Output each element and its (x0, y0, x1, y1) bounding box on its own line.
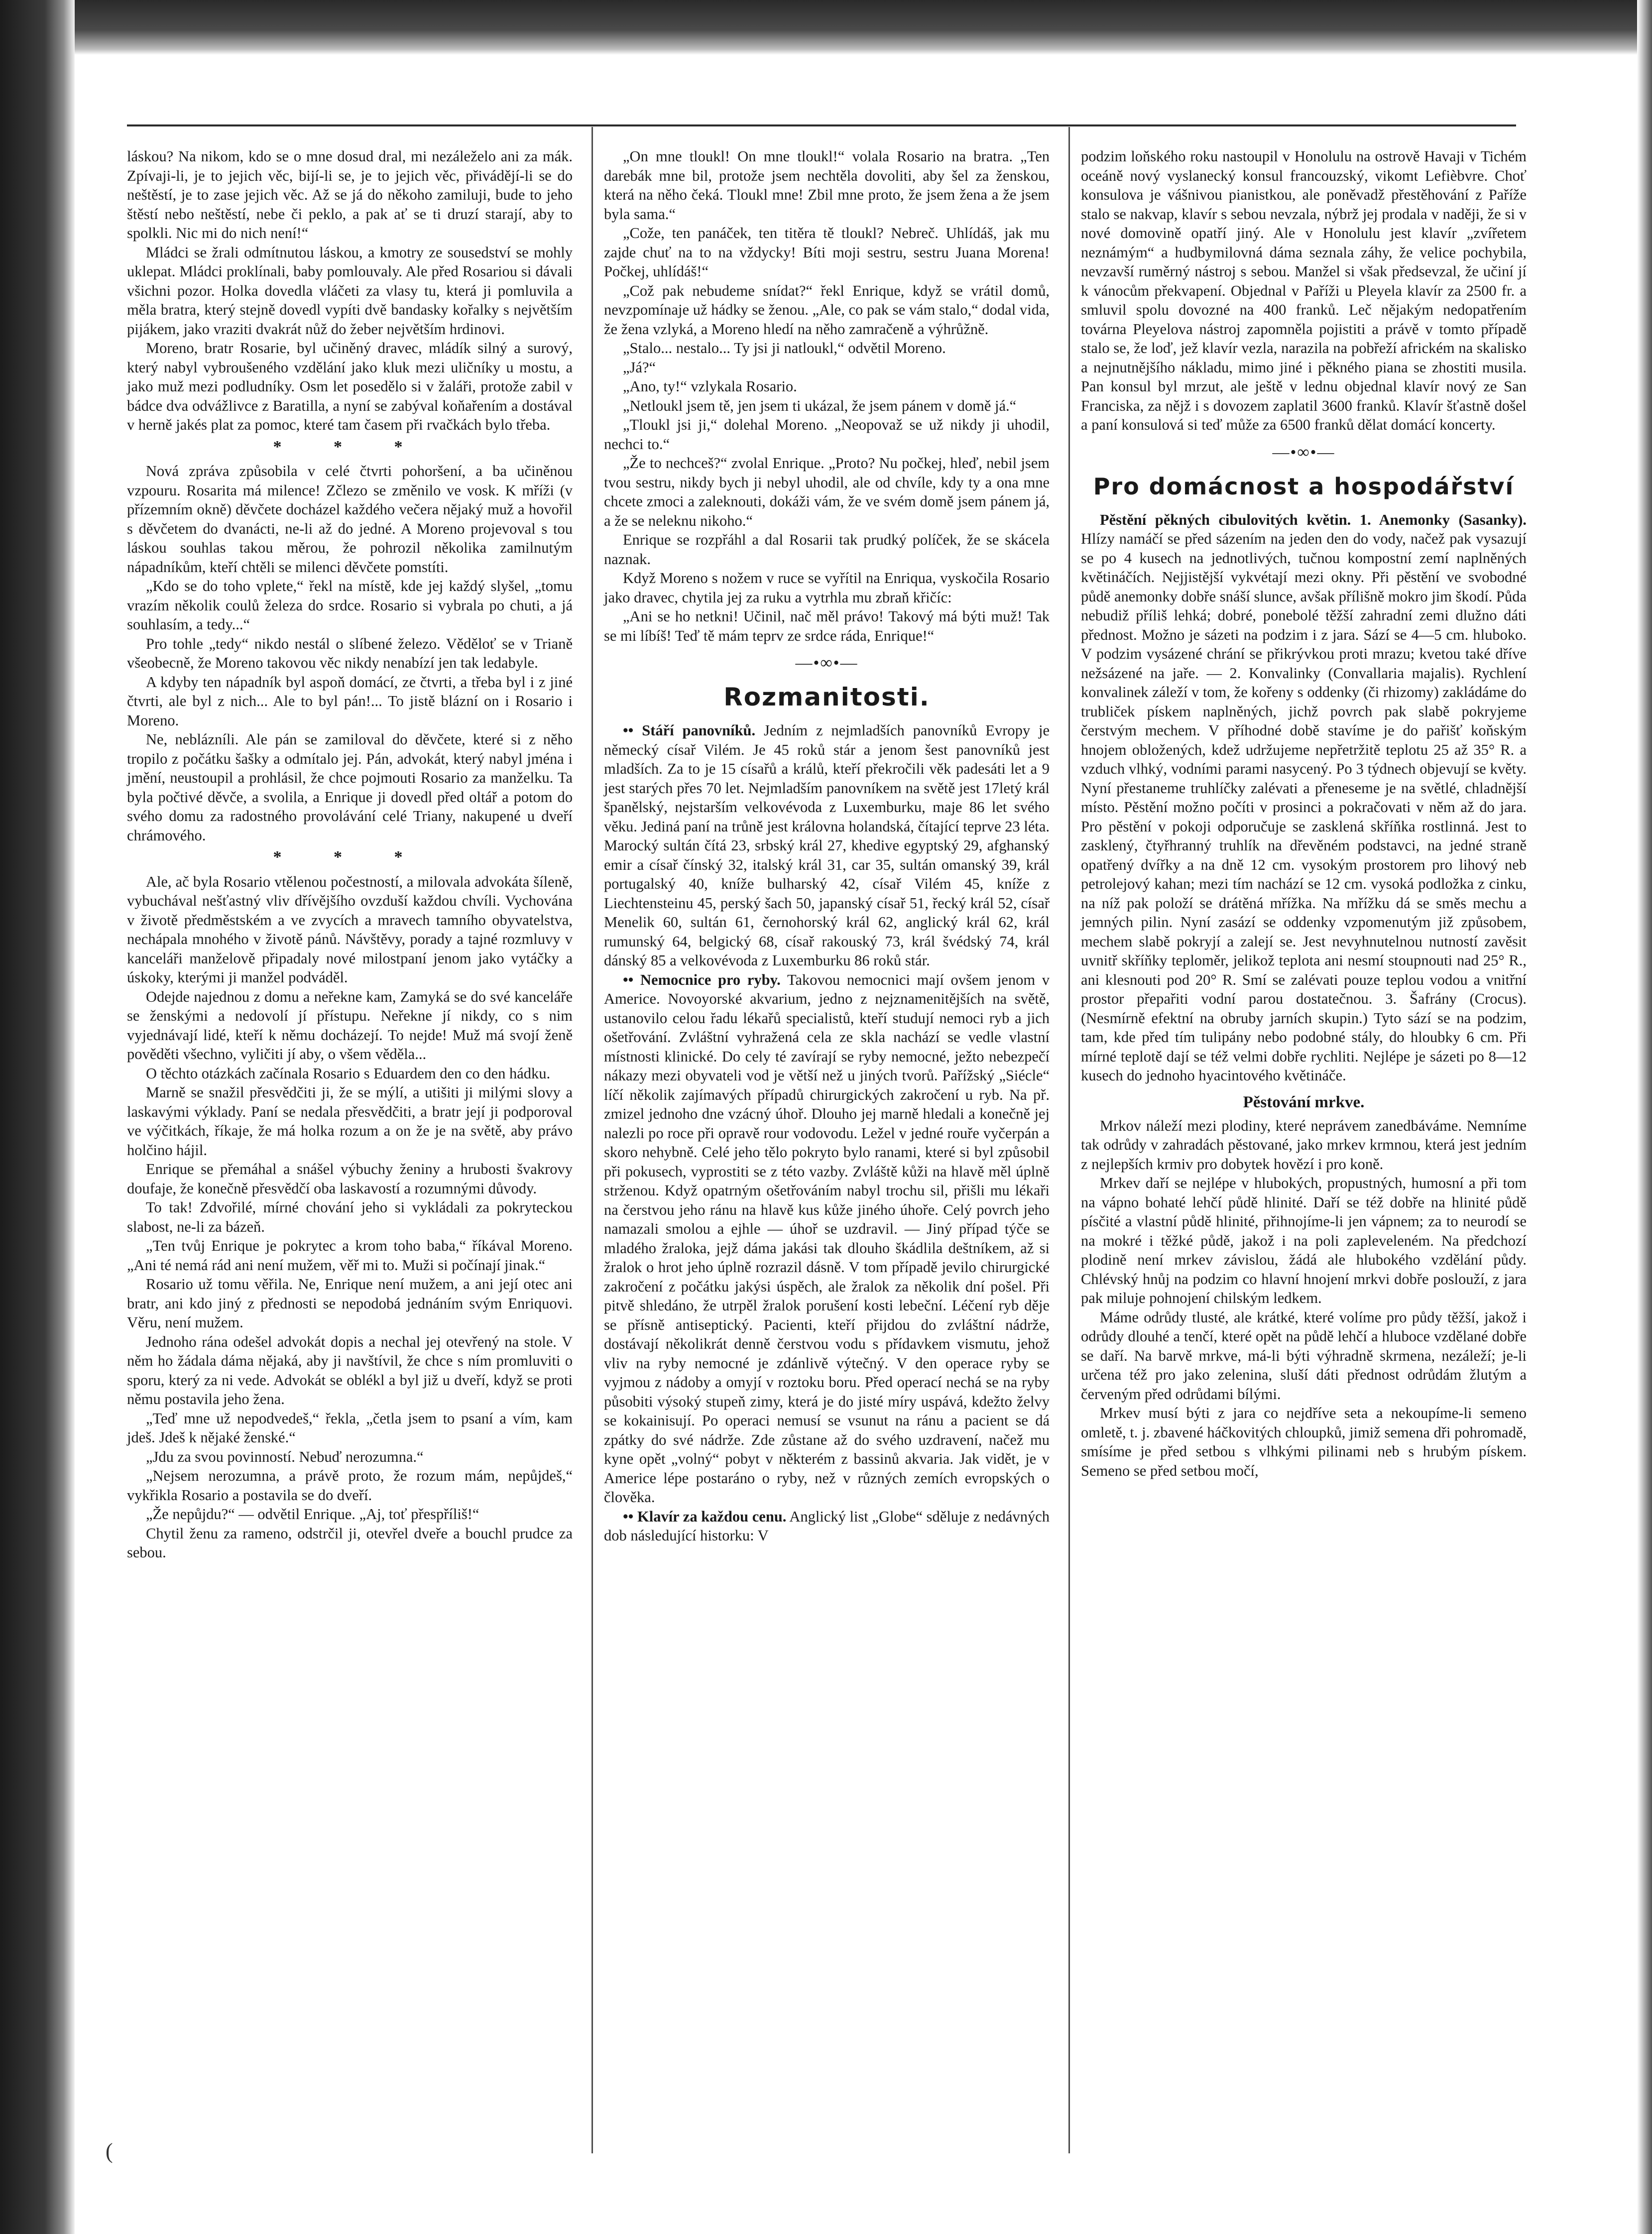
paragraph: Když Moreno s nožem v ruce se vyřítil na Enriqua, vyskočila Rosario jako dravec, chytila jej za ruku a vytrhla mu zbraň křičíc: (604, 570, 1050, 606)
paragraph: „On mne tloukl! On mne tloukl!“ volala Rosario na bratra. „Ten darebák mne bil, protože jsem nechtěla dovoliti, aby šel za ženskou, která na něho čeká. Tloukl mne! Zbil mne proto, že jsem žena a že jsem byla sama.“ (604, 148, 1050, 223)
paragraph-lead: •• Klavír za každou cenu. (623, 1508, 787, 1525)
paragraph: Ne, neblázníli. Ale pán se zamiloval do děvčete, které si z něho tropilo z počátku šašky a odmítalo jej. Pán, advokát, který nabyl jména i jmění, neustoupil a prohlásil, že chce pojmouti Rosario za manželku. Ta byla počtivé děvče, a svolila, a Enrique ji dovedl před oltář a potom do svého domu za radostného provolávání celé Triany, nakupené u dveří chrámového. (127, 731, 573, 844)
paragraph: Jednoho rána odešel advokát dopis a nechal jej otevřený na stole. V něm ho žádala dáma nějaká, aby ji navštívil, že chce s ním promluviti o sporu, který za ni vede. Advokát se oblékl a byl již u dveří, když se proti němu postavila jeho žena. (127, 1333, 573, 1408)
paragraph: Rosario už tomu věřila. Ne, Enrique není mužem, a ani její otec ani bratr, ani kdo jiný z přednosti se nepodobá jednáním svým Enriquovi. Věru, není mužem. (127, 1276, 573, 1331)
paragraph (604, 1507, 1050, 1545)
paragraph: „Kdo se do toho vplete,“ řekl na místě, kde jej každý slyšel, „tomu vrazím několik coulů železa do srdce. Rosario si vybrala po chuti, a já souhlasím, a tedy...“ (127, 578, 573, 633)
column-divider (1068, 127, 1070, 2153)
paragraph: O těchto otázkách začínala Rosario s Eduardem den co den hádku. (146, 1064, 551, 1082)
column-divider (591, 127, 593, 2153)
paragraph: „Ten tvůj Enrique je pokrytec a krom toho baba,“ říkával Moreno. „Ani té nemá rád ani není mužem, věř mi to. Muži si počínají jinak.“ (127, 1237, 573, 1274)
paragraph: Ale, ač byla Rosario vtělenou počestností, a milovala advokáta šíleně, vybuchával nešťastný vliv dřívějšího ovzduší každou chvíli. Vychována v životě předměstském a ve zvycích a mravech tamního obyvatelstva, nechápala mnohého v životě pánů. Návštěvy, porady a tajné rozmluvy v kanceláři manželově připadaly nové milostpaní jenom jako vytáčky a úskoky, kterými ji manžel podváděl. (127, 873, 573, 986)
paragraph-lead: •• Stáří panovníků. (623, 722, 756, 739)
paragraph-body: Jedním z nejmladších panovníků Evropy je německý císař Vilém. Je 45 roků stár a jenom šest panovníků jest mladších. Za to je 15 císařů a králů, kteří překročili věk padesáti let a 9 jest starých přes 70 let. Nejmladším panovníkem na světě jest 17letý král španělský, nejstarším velkovévoda z Luxemburku, maje 86 let svého věku. Jediná paní na trůně jest královna holandská, čítající teprve 23 léta. Marocký sultán čítá 23, srbský král 27, khedive egyptský 29, afghanský emir a císař čínský 32, italský král 31, car 35, sultán omanský 39, král portugalský 40, kníže bulharský 42, císař Vilém 45, kníže z Liechtensteinu 45, perský šach 50, japanský císař 51, řecký král 52, císař Menelik 60, sultán 61, černohorský král 62, anglický král 62, král rumunský 64, belgický 68, císař rakouský 73, král švédský 74, král dánský 85 a velkovévoda z Luxemburku 86 roků stár. (604, 722, 1050, 969)
paragraph (604, 970, 1050, 1507)
paragraph: Enrique se rozpřáhl a dal Rosarii tak prudký políček, že se skácela naznak. (604, 531, 1050, 568)
paragraph: Pro tohle „tedy“ nikdo nestál o slíbené železo. Věděloť se v Trianě všeobecně, že Moreno takovou věc nikdy nenabízí jen tak ledabyle. (127, 635, 573, 671)
paragraph-body: Hlízy namáčí se před sázením na jeden den do vody, načež pak vysazují se po 4 kusech na jednotlivých, tučnou kompostní zemí naplněných květináčích. Nejjistější vykvétají mezi okny. Při pěstění ve svobodné půdě anemonky dobře snáší slunce, avšak přílišně mokro jim škodí. Půda nebudiž příliš lehká; dobré, ponebolé těžší zahradní zemi dlužno dáti přednost. Možno je sázeti na podzim i z jara. Sází se 4—5 cm. hluboko. V podzim vysázené chrání se přikrývkou proti mrazu; kvetou také dříve nežsázené na jaře. — 2. Konvalinky (Convallaria majalis). Rychlení konvalinek záleží v tom, že kořeny s oddenky (či rhizomy) zakládáme do trubliček pískem naplněných, jichž povrch pak slabě pokryjeme čerstvým mechem. V příhodné době stavíme je do pařišť koňským hnojem obložených, kdež udržujeme nepřetržitě teplotu 25 až 35° R. a vzduch vlhký, vodními parami nasycený. Po 3 týdnech objevují se květy. Nyní přestaneme truhlíčky zalévati a přeneseme je na světlé, chladnější místo. Pěstění možno počíti v prosinci a pokračovati v něm až do jara. Pro pěstění v pokoji odporučuje se zasklená skříňka rostlinná. Jest to zasklený, čtyřhranný truhlík na dřevěném podstavci, na jedné straně opatřený dvířky a na dně 12 cm. vysokým prostorem pro lihový neb petrolejový kahan; mezi tím nachází se 12 cm. vysoká podložka z cinku, na níž pak položí se drátěná mřížka. Na mřížku dá se směs mechu a jemných pilin. Nyní zasází se oddenky vzpomenutým již způsobem, mechem slabě pokryjí a zalejí se. Jest nevyhnutelnou nutností zavěsit uvnitř skříňky teploměr, jelikož teplota ani nesmí stoupnouti nad 25° R., ani klesnouti pod 20° R. Smí se zalévati pouze teplou vodou a vnitřní prostor přepařiti vodní parou dostatečnou. 3. Šafrány (Crocus). (Nesmírně efektní na obruby jarních skupin.) Tyto sází se na podzim, tam, kde před tím tulipány nebo podobné stály, do hloubky 6 cm. Při mírné teplotě dají se též velmi dobře rychliti. Nejlépe je sázeti po 8—12 kusech do jednoho hyacintového květináče. (1081, 530, 1527, 1084)
paragraph: „Že to nechceš?“ zvolal Enrique. „Proto? Nu počkej, hleď, nebil jsem tvou sestru, nikdy bych ji nebyl uhodil, ale od chvíle, kdy ty a ona mne chcete zmoci a zaleknouti, dokáži vám, že ve svém domě jsem pánem já, a že se neleknu nikoho.“ (604, 455, 1050, 529)
scan-border-top (0, 0, 1652, 55)
paragraph: láskou? Na nikom, kdo se o mne dosud dral, mi nezáleželo ani za mák. Zpívaji-li, je to jejich věc, bijí-li se, je to jejich věc, přivádějí-li se do neštěstí, je to zase jejich věc. Až se já do někoho zamiluji, bude to jeho štěstí nebo neštěstí, nebe či peklo, a pak ať se ti druzí starají, aby to spolkli. Nic mi do nich není!“ (127, 148, 573, 241)
paragraph-lead: Pěstění pěkných cibulovitých květin. 1. Anemonky (Sasanky). (1100, 511, 1527, 528)
paragraph: To tak! Zdvořilé, mírné chování jeho si vykládali za pokryteckou slabost, ne-li za bázeň. (127, 1199, 573, 1235)
sub-heading-mrkev: Pěstování mrkve. (1243, 1093, 1365, 1111)
ornament-divider: —•∞•— (795, 654, 858, 672)
paragraph-body: Anglický list „Globe“ sděluje z nedávných dob následující historku: V (604, 1508, 1050, 1544)
paragraph: Marně se snažil přesvědčiti ji, že se mýlí, a utišiti ji milými slovy a laskavými výklady. Paní se nedala přesvědčiti, a bratr její ji podporoval ve výčitkách, říkaje, že má holka rozum a on že je na světě, aby právo holčino hájil. (127, 1084, 573, 1159)
paragraph: „Což pak nebudeme snídat?“ řekl Enrique, když se vrátil domů, nevzpomínaje už hádky se ženou. „Ale, co pak se vám stalo,“ dodal vida, že žena vzlyká, a Moreno hledí na něho zamračeně a výhrůžně. (604, 282, 1050, 338)
paragraph: „Ano, ty!“ vzlykala Rosario. (623, 378, 797, 395)
paragraph: Odejde najednou z domu a neřekne kam, Zamyká se do své kanceláře se ženskými a nedovolí jí přístupu. Neřekne jí nikdy, co s nim vyjednávají lidé, kteří k němu docházejí. To nejde! Muž má svojí ženě pověděti všechno, vyličiti jí aby, o všem věděla... (127, 988, 573, 1062)
section-separator-stars: * * * (273, 848, 427, 866)
paragraph: „Netloukl jsem tě, jen jsem ti ukázal, že jsem pánem v domě já.“ (623, 397, 1017, 414)
page-edge-mark: ( (106, 2139, 113, 2163)
section-heading-domacnost: Pro domácnost a hospodářství (1093, 472, 1515, 500)
paragraph-lead: •• Nemocnice pro ryby. (623, 971, 781, 988)
paragraph: podzim loňského roku nastoupil v Honolulu na ostrově Havaji v Tichém oceáně nový vyslanecký konsul francouzský, vikomt Lefièbvre. Choť konsulova je vášnivou pianistkou, ale poněvadž přestěhování z Paříže stalo se nakvap, klavír s sebou nevzala, nýbrž jej prodala v naději, že si v nové domovině opatří jiný. Ale v Honolulu jest klavír „zvířetem neznámým“ a hudbymilovná dáma seznala záhy, že velice pochybila, nevzavší ruměrný nástroj s sebou. Manžel si však předsevzal, že učiní jí k vánocům překvapení. Objednal v Paříži u Pleyela klavír za 2500 fr. a smluvil spolu dovozné na 400 franků. Leč nějakým nedopatřením továrna Pleyelova nástroj zapomněla pojistiti a právě v tomto případě stalo se, že loď, jež klavír vezla, narazila na pobřeží africkém na skalisko a nejnutnějšího nákladu, mimo jiné i pěkného piana se zhostiti musila. Pan konsul byl mrzut, ale ještě v lednu objednal klavír nový ze San Franciska, za nějž i s dovozem zaplatil 3600 franků. Klavír šťastně došel a paní konsulová si teď může za 6500 franků dělat domácí koncerty. (1081, 148, 1527, 433)
paragraph: Mrkev musí býti z jara co nejdříve seta a nekoupíme-li semeno omletě, t. j. zbavené háčkovitých chloupků, jimiž semena dři pohromadě, smísíme je před setbou s vlhkými pilinami neb s hrubým pískem. Semeno se před setbou močí, (1081, 1405, 1527, 1479)
paragraph: „Cože, ten panáček, ten titěra tě tloukl? Nebreč. Uhlídáš, jak mu zajde chuť na to na vždycky! Bíti moji sestru, sestru Juana Morena! Počkej, uhlídáš!“ (604, 225, 1050, 280)
paragraph: Nová zpráva způsobila v celé čtvrti pohoršení, a ba učiněnou vzpouru. Rosarita má milence! Zčlezo se změnilo ve vosk. K mříži (v přízemním okně) děvčete docházel každého večera nějaký muž a hovořil s děvčetem do dvanácti, ne-li až do jedné. A Moreno projevoval s tou láskou souhlas takou měrou, že pohrozil několika zamilnutým nápadníkům, kteří chtěli se milenci děvčete pomstíti. (127, 463, 573, 576)
section-heading-rozmanitosti: Rozmanitosti. (723, 683, 930, 711)
paragraph: „Ani se ho netkni! Učinil, nač měl právo! Takový má býti muž! Tak se mi líbíš! Teď tě mám teprv ze srdce ráda, Enrique!“ (604, 608, 1050, 644)
column-middle (604, 147, 1050, 1545)
paragraph: Moreno, bratr Rosarie, byl učiněný dravec, mládík silný a surový, který nabyl vybroušeného vzdělání jako kluk mezi uličníky u mostu, a jako muž mezi podludníky. Osm let posedělo si v žaláři, protože zabil v bádce dva odvážlivce z Baratilla, a nyní se zabýval koňařením a dostával v herně jakés plat za pomoc, které tam časem při rvačkách bylo třeba. (127, 340, 573, 433)
paragraph: „Teď mne už nepodvedeš,“ řekla, „četla jsem to psaní a vím, kam jdeš. Jdeš k nějaké ženské.“ (127, 1410, 573, 1446)
column-left (127, 147, 573, 1562)
paragraph: „Tloukl jsi ji,“ dolehal Moreno. „Neopovaž se už nikdy ji uhodil, nechci to.“ (604, 416, 1050, 453)
scan-border-left (0, 0, 75, 2234)
paragraph: Máme odrůdy tlusté, ale krátké, které volíme pro půdy těžší, jakož i odrůdy dlouhé a tenčí, které opět na půdě lehčí a hluboce vzdělané dobře se daří. Na barvě mrkve, má-li býti výhradně skrmena, nezáleží; je-li určena též pro jako zelenina, sluší dáti přednost odrůdám žlutým a červeným před odrůdami bílými. (1081, 1308, 1527, 1403)
column-right (1081, 147, 1527, 1480)
paragraph: „Jdu za svou povinností. Nebuď nerozumna.“ (146, 1448, 424, 1465)
paragraph: „Stalo... nestalo... Ty jsi ji natloukl,“ odvětil Moreno. (623, 340, 946, 356)
paragraph: Enrique se přemáhal a snášel výbuchy ženiny a hrubosti švakrovy doufaje, že konečně přesvědčí oba laskavostí a rozumnými důvody. (127, 1161, 573, 1197)
paragraph (1081, 510, 1527, 1085)
paragraph: „Já?“ (623, 358, 656, 376)
ornament-divider: —•∞•— (1272, 443, 1335, 462)
paragraph: „Že nepůjdu?“ — odvětil Enrique. „Aj, toť přespříliš!“ (146, 1506, 479, 1523)
paragraph: Mrkev daří se nejlépe v hlubokých, propustných, humosní a při tom na vápno bohaté lehčí půdě hlinité. Daří se též dobře na hlinité půdě písčité a vlastní půdě hlinité, přihnojíme-li jen vápnem; za to neurodí se na mokré i těžké půdě, jakož i na poli zapleveleném. Na předchozí plodině není mrkev závislou, žádá ale hlubokého vzdělání půdy. Chlévský hnůj na podzim co hlavní hnojení mrkvi dobře poslouží, z jara pak miluje pohnojení chilským ledkem. (1081, 1175, 1527, 1306)
paragraph: „Nejsem nerozumna, a právě proto, že rozum mám, nepůjdeš,“ vykřikla Rosario a postavila se do dveří. (127, 1467, 573, 1504)
paragraph: A kdyby ten nápadník byl aspoň domácí, ze čtvrti, a třeba byl i z jiné čtvrti, ale byl z nich... Ale to byl pán!... To jistě blázní on i Rosario i Moreno. (127, 673, 573, 729)
paragraph (604, 721, 1050, 970)
paragraph: Mrkov náleží mezi plodiny, které neprávem zanedbáváme. Nemníme tak odrůdy v zahradách pěstované, jako mrkev krmnou, která jest jedním z nejlepších krmiv pro dobytek hovězí i pro koně. (1081, 1117, 1527, 1173)
scan-border-right (1637, 0, 1652, 2234)
paragraph: Mládci se žrali odmítnutou láskou, a kmotry ze sousedství se mohly uklepat. Mládci proklínali, baby pomlouvaly. Ale před Rosariou si dávali všichni pozor. Holka dovedla vláčeti za vlasy tu, která ji pomluvila a měla bratra, který stejně dovedl vypíti dvě bandasky kořalky s největším pijákem, jako vraziti dvakrát nůž do žeber největším hrdinovi. (127, 243, 573, 338)
section-separator-stars: * * * (273, 437, 427, 456)
paragraph-body: Takovou nemocnici mají ovšem jenom v Americe. Novoyorské akvarium, jedno z nejznamenitějších na světě, ustanovilo celou řadu lékařů specialistů, kteří studují nemoci ryb a jich ošetřování. Zvláštní vyhražená cela ze skla nachází se vedle vlastní místnosti klinické. Do cely té zavírají se ryby nemocné, ježto nebezpečí nákazy mezi obyvateli vod je větší než u jiných tvorů. Pařížský „Siécle“ líčí několik zajímavých případů chirurgických zakročení u ryb. Na př. zmizel jednoho dne vzácný úhoř. Dlouho jej marně hledali a konečně jej nalezli po roce při opravě rour vodovodu. Ležel v jedné rouře vyčerpán a skoro nehybně. Celé jeho tělo pokryto bylo ranami, které si byl způsobil při pokusech, vyprostiti se z této vazby. Zvláště kůži na hlavě měl úplně strženou. Když opatrným ošetřováním nabyl trochu sil, přišli mu lékaři na čerstvou jeho ránu na hlavě kus kůže jiného úhoře. Celý povrch jeho namazali smolou a ejhle — úhoř se uzdravil. — Jiný případ týče se mladého žraloka, jejž dáma jakási tak dlouho škádlila deštníkem, až si žralok o hrot jeho úplně rozrazil dásně. V tom případě jevilo chirurgické zakročení z počátku jakýsi úspěch, ale žralok za několik dní pošel. Při pitvě shledáno, že utrpěl žralok porušení kosti lebeční. Léčení ryb děje se přísně antiseptický. Pacienti, kteří přijdou do zvláštní nádrže, dostávají několikrát denně čerstvou vodu s přídavkem vismutu, jehož vliv na ryby nemocné je zdánlivě výtečný. V den operace ryby se vyjmou z nádoby a omyjí v roztoku boru. Před operací nechá se na ryby působiti výsoký stupeň zimy, která je do jisté míry uspává, kdežto želvy se kokainisují. Po operaci nemusí se vsunut na ránu a pacient se dá zpátky do své nádrže. Zde zůstane až do svého uzdravení, načež mu kyne opět „volný“ pobyt v některém z bassinů akvaria. Jak vidět, je v Americe lépe postaráno o ryby, než v různých zemích evropských o člověka. (604, 971, 1050, 1506)
paragraph: Chytil ženu za rameno, odstrčil ji, otevřel dveře a bouchl prudce za sebou. (127, 1525, 573, 1561)
